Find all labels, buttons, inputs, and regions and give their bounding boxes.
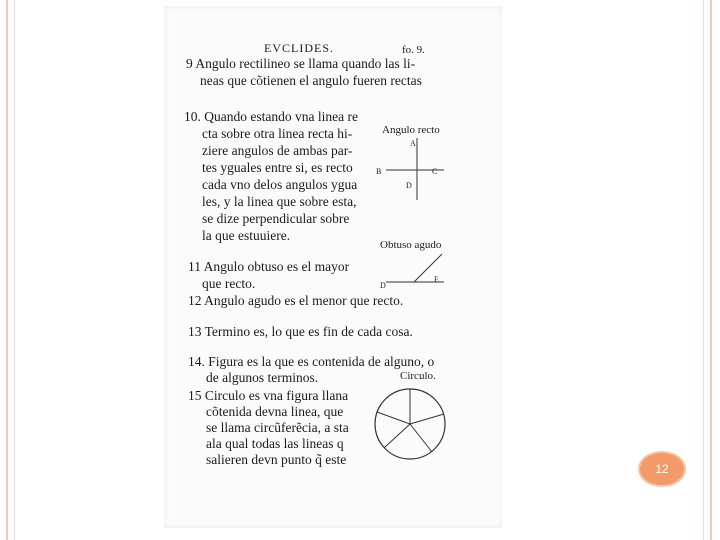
slide-number-badge: 12: [640, 453, 684, 485]
text-line: 14. Figura es la que es contenida de alguno, o: [188, 354, 435, 369]
text-line: cada vno delos angulos ygua: [202, 177, 358, 192]
text-line: cõtenida devna linea, que: [206, 404, 344, 419]
text-line: les, y la linea que sobre esta,: [202, 194, 357, 209]
text-line: neas que cõtienen el angulo fueren rectas: [200, 73, 422, 88]
scanned-page: [164, 6, 502, 528]
text-line: la que estuuiere.: [202, 228, 291, 243]
text-line: se dize perpendicular sobre: [202, 211, 350, 226]
text-line: 12 Angulo agudo es el menor que recto.: [188, 293, 404, 308]
obtuse-acute-diagram: [378, 250, 450, 286]
text-line: ziere angulos de ambas par-: [202, 143, 353, 158]
page-header-title: EVCLIDES.: [264, 41, 334, 55]
right-angle-point-b: B: [376, 167, 382, 176]
text-line: tes yguales entre si, es recto: [202, 160, 353, 175]
text-line: 10. Quando estando vna linea re: [184, 109, 358, 124]
text-line: que recto.: [202, 276, 256, 291]
text-line: 15 Circulo es vna figura llana: [188, 388, 349, 403]
text-line: 13 Termino es, lo que es fin de cada cosa.: [188, 324, 413, 339]
text-line: 9 Angulo rectilineo se llama quando las li-: [186, 56, 416, 71]
text-line: ala qual todas las lineas q: [206, 436, 344, 451]
obtuse-acute-point-d: D: [380, 281, 386, 290]
page-header-folio: fo. 9.: [402, 44, 425, 56]
right-angle-point-a: A: [410, 139, 416, 148]
obtuse-acute-point-e: E: [434, 275, 439, 284]
text-line: salieren devn punto q̃ este: [206, 452, 347, 467]
right-angle-point-d: D: [406, 181, 412, 190]
right-angle-point-c: C: [432, 167, 438, 176]
text-line: de algunos terminos.: [206, 370, 319, 385]
text-line: cta sobre otra linea recta hi-: [202, 126, 353, 141]
text-line: 11 Angulo obtuso es el mayor: [188, 259, 350, 274]
circle-diagram: [370, 384, 450, 464]
circle-label: Circulo.: [400, 370, 436, 382]
right-angle-label: Angulo recto: [382, 124, 440, 136]
text-line: se llama circũferẽcia, a sta: [206, 420, 349, 435]
obtuse-acute-label: Obtuso agudo: [380, 239, 442, 251]
